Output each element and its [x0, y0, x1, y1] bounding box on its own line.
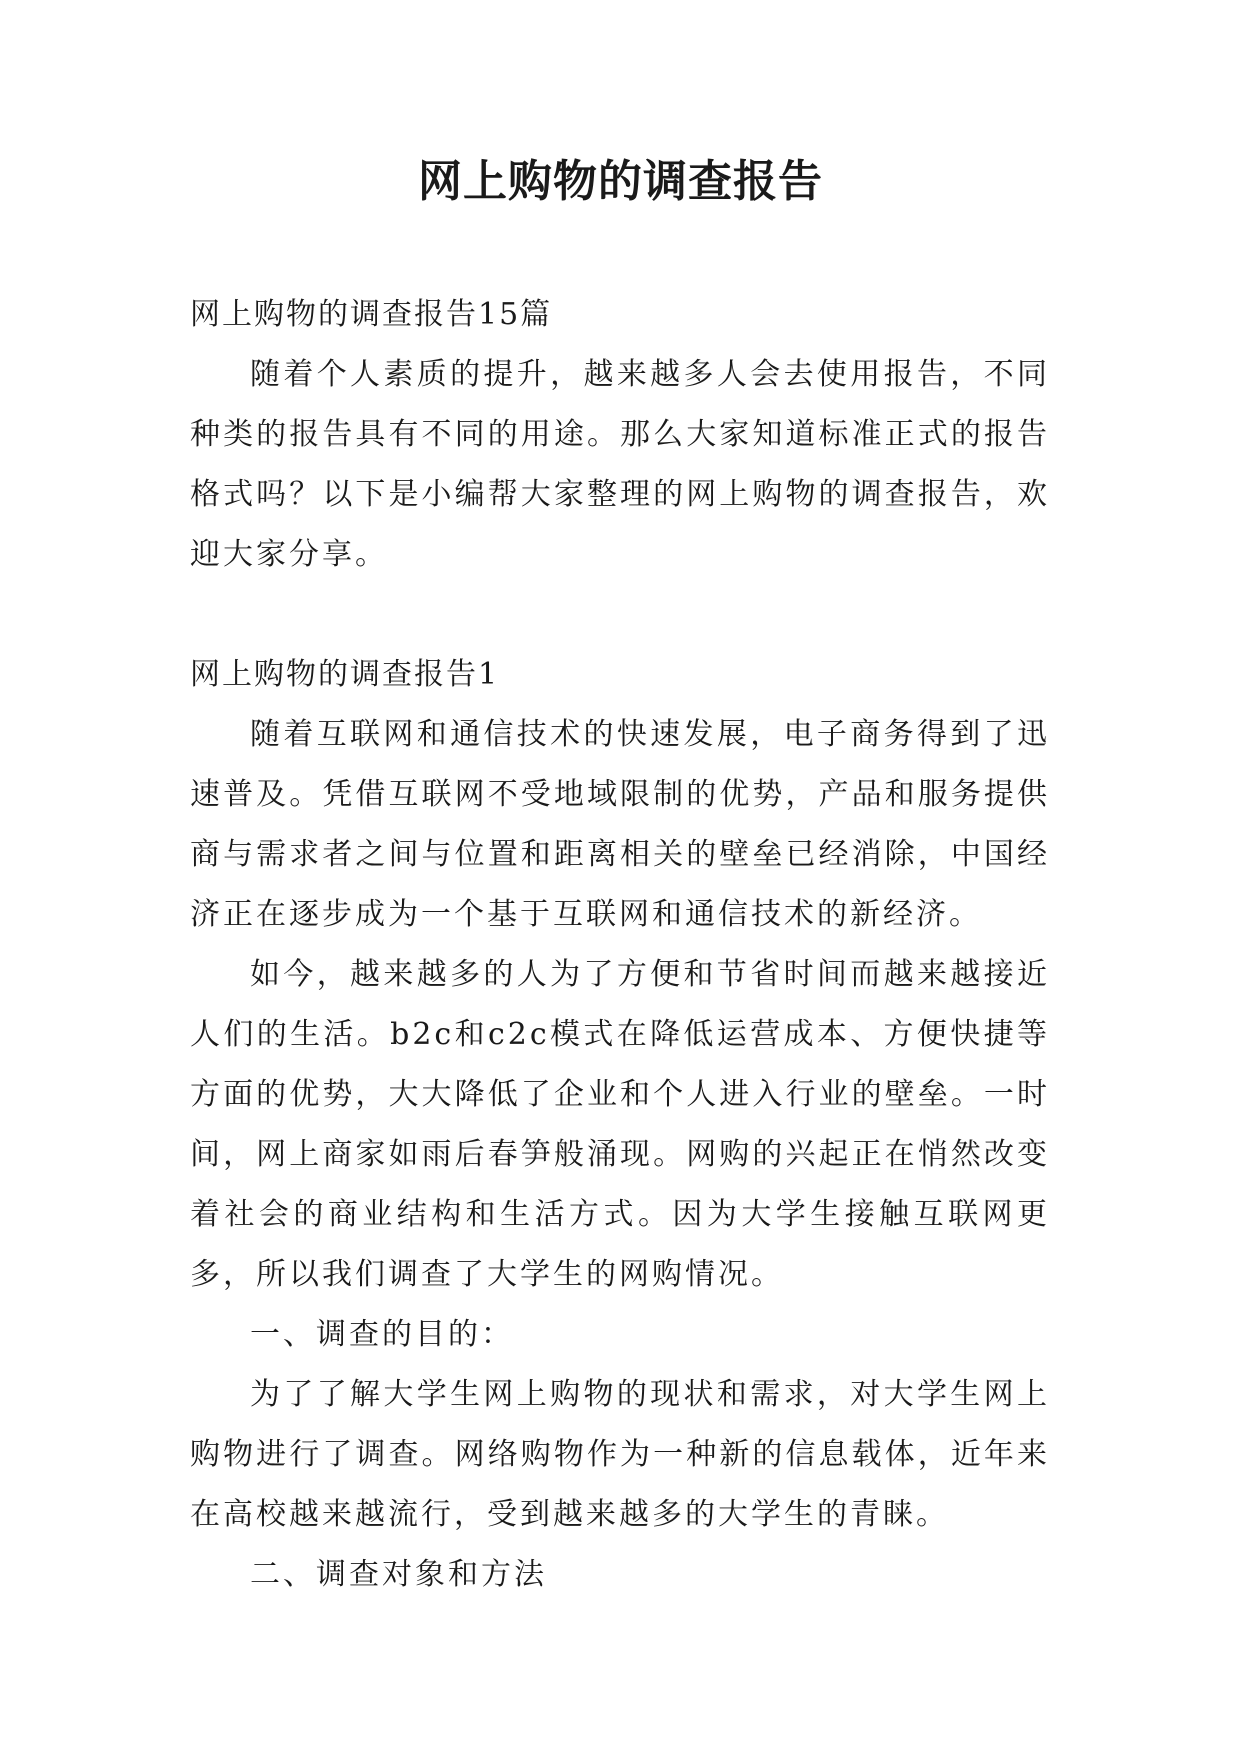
paragraph-2: 如今，越来越多的人为了方便和节省时间而越来越接近人们的生活。b2c和c2c模式在降低运营成本、方便快捷等方面的优势，大大降低了企业和个人进入行业的壁垒。一时间，网上商家如雨后春笋般涌现。网购的兴起正在悄然改变着社会的商业结构和生活方式。因为大学生接触互联网更多，所以我们调查了大学生的网购情况。 — [190, 957, 1050, 1292]
document-title: 网上购物的调查报告 — [418, 156, 823, 207]
section-heading-1: 网上购物的调查报告1 — [190, 657, 500, 692]
paragraph-3: 为了了解大学生网上购物的现状和需求，对大学生网上购物进行了调查。网络购物作为一种新的信息载体，近年来在高校越来越流行，受到越来越多的大学生的青睐。 — [190, 1377, 1050, 1532]
paragraph-gap — [190, 585, 1050, 645]
document-subtitle: 网上购物的调查报告15篇 — [190, 297, 553, 332]
paragraph-1: 随着互联网和通信技术的快速发展，电子商务得到了迅速普及。凭借互联网不受地域限制的优势，产品和服务提供商与需求者之间与位置和距离相关的壁垒已经消除，中国经济正在逐步成为一个基于互联网和通信技术的新经济。 — [190, 717, 1050, 932]
heading-purpose: 一、调查的目的： — [250, 1317, 514, 1352]
heading-subjects-methods: 二、调查对象和方法 — [250, 1557, 547, 1592]
intro-paragraph: 随着个人素质的提升，越来越多人会去使用报告，不同种类的报告具有不同的用途。那么大家知道标准正式的报告格式吗？以下是小编帮大家整理的网上购物的调查报告，欢迎大家分享。 — [190, 357, 1050, 572]
document-body — [190, 285, 1050, 1605]
